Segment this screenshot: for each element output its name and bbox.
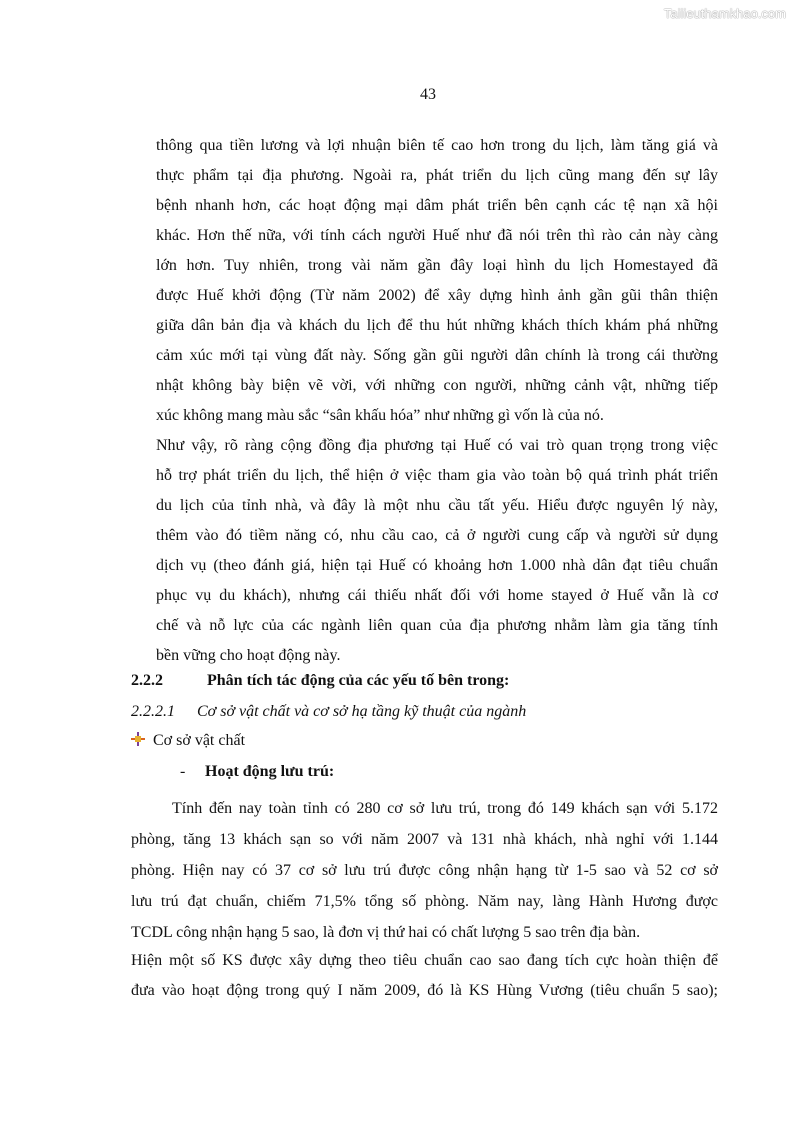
- text-line: lưu trú đạt chuẩn, chiếm 71,5% tổng số phòng. Năm nay, làng Hành Hương được: [131, 893, 718, 910]
- page-number: 43: [420, 86, 436, 103]
- text-line: phòng, tăng 13 khách sạn so với năm 2007 và 131 nhà khách, nhà nghỉ với 1.144: [131, 831, 718, 848]
- section-heading-2-2-2: [131, 672, 509, 690]
- text-line: phục vụ du khách), nhưng cái thiếu nhất đối với home stayed ở Huế vẫn là cơ: [156, 587, 718, 604]
- paragraph-community: [156, 431, 718, 671]
- text-line: nhật không bày biện vẽ vời, với những con người, những cảnh vật, những tiếp: [156, 377, 718, 394]
- text-line: lớn hơn. Tuy nhiên, trong vài năm gần đây loại hình du lịch Homestayed đã: [156, 257, 718, 274]
- dash-marker: -: [180, 763, 186, 780]
- text-line: Tính đến nay toàn tỉnh có 280 cơ sở lưu trú, trong đó 149 khách sạn với 5.172: [172, 800, 718, 817]
- text-line: đưa vào hoạt động trong quý I năm 2009, đó là KS Hùng Vương (tiêu chuẩn 5 sao);: [131, 982, 718, 999]
- text-line: Hiện một số KS được xây dựng theo tiêu chuẩn cao sao đang tích cực hoàn thiện để: [131, 952, 718, 969]
- text-line: dịch vụ (theo đánh giá, hiện tại Huế có khoảng hơn 1.000 nhà dân đạt tiêu chuẩn: [156, 557, 718, 574]
- section-number: 2.2.2: [131, 672, 163, 689]
- subsection-title: Cơ sở vật chất và cơ sở hạ tầng kỹ thuật của ngành: [197, 703, 527, 720]
- text-line: bền vững cho hoạt động này.: [156, 647, 341, 664]
- text-line: thực phẩm tại địa phương. Ngoài ra, phát triển du lịch cũng mang đến sự lây: [156, 167, 718, 184]
- paragraph-hotels: [131, 946, 718, 1006]
- text-line: thêm vào đó tiềm năng có, nhu cầu cao, cả ở người cung cấp và người sử dụng: [156, 527, 718, 544]
- subsection-heading-2-2-2-1: [131, 703, 526, 721]
- paragraph-accommodation: [131, 793, 718, 948]
- text-line: thông qua tiền lương và lợi nhuận biên tế cao hơn trong du lịch, làm tăng giá và: [156, 137, 718, 154]
- subsection-number: 2.2.2.1: [131, 703, 175, 720]
- text-line: du lịch của tỉnh nhà, và đây là một nhu cầu tất yếu. Hiểu được nguyên lý này,: [156, 497, 718, 514]
- text-line: xúc không mang màu sắc “sân khấu hóa” như những gì vốn là của nó.: [156, 407, 604, 424]
- text-line: giữa dân bản địa và khách du lịch để thu hút những khách thích khám phá những: [156, 317, 718, 334]
- bullet-heading-label: Cơ sở vật chất: [153, 732, 246, 749]
- text-line: bệnh nhanh hơn, các hoạt động mại dâm phát triển bên cạnh các tệ nạn xã hội: [156, 197, 718, 214]
- text-line: khác. Hơn thế nữa, với tính cách người Huế như đã nói trên thì rào cản này càng: [156, 227, 718, 244]
- text-line: Như vậy, rõ ràng cộng đồng địa phương tại Huế có vai trò quan trọng trong việc: [156, 437, 718, 454]
- text-line: TCDL công nhận hạng 5 sao, là đơn vị thứ hai có chất lượng 5 sao trên địa bàn.: [131, 924, 641, 941]
- dash-heading: [180, 763, 334, 781]
- watermark: Tailieuthamkhao.com: [663, 6, 786, 21]
- text-line: hỗ trợ phát triển du lịch, thể hiện ở việc tham gia vào toàn bộ quá trình phát triển: [156, 467, 718, 484]
- text-line: chế và nỗ lực của các ngành liên quan của địa phương nhằm làm gia tăng tính: [156, 617, 718, 634]
- text-line: cảm xúc mới tại vùng đất này. Sống gần gũi người dân chính là trong cái thường: [156, 347, 718, 364]
- four-point-star-bullet-icon: [131, 732, 145, 746]
- text-line: phòng. Hiện nay có 37 cơ sở lưu trú được công nhận hạng từ 1-5 sao và 52 cơ sở: [131, 862, 718, 879]
- text-line: được Huế khởi động (Từ năm 2002) để xây dựng hình ảnh gần gũi thân thiện: [156, 287, 718, 304]
- section-title: Phân tích tác động của các yếu tố bên trong:: [207, 672, 510, 689]
- dash-heading-title: Hoạt động lưu trú:: [205, 763, 335, 780]
- bullet-heading: [131, 732, 245, 750]
- paragraph-homestay: [156, 131, 718, 431]
